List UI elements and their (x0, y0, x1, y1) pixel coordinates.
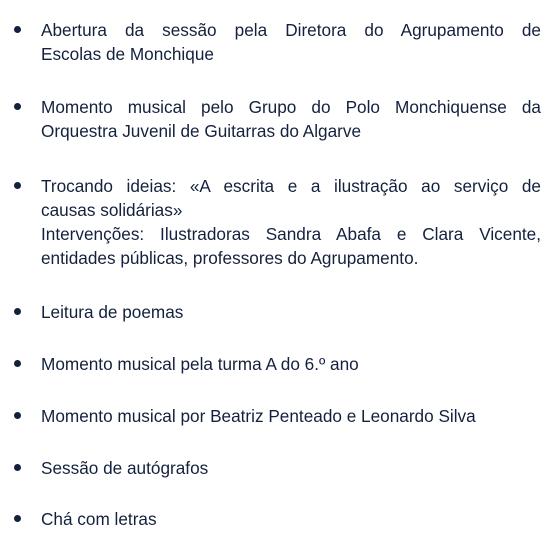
bullet-icon (14, 360, 21, 367)
list-item-text (41, 174, 541, 270)
bullet-icon (14, 308, 21, 315)
bullet-icon (14, 515, 21, 522)
list-item-line: Sessão de autógrafos (41, 458, 209, 478)
list-item-text (41, 456, 541, 480)
list-item-line: Chá com letras (41, 509, 157, 529)
list-item-line: causas solidárias» (41, 200, 183, 220)
list-item-text (41, 404, 541, 428)
bullet-icon (14, 464, 21, 471)
bullet-icon (14, 26, 21, 33)
list-item-line: entidades públicas, professores do Agrupamento. (41, 248, 419, 268)
list-item-text (41, 300, 541, 324)
bullet-icon (14, 103, 21, 110)
list-item-line: Trocando ideias: «A escrita e a ilustração ao serviço de (41, 176, 541, 196)
list-item-line: Leitura de poemas (41, 302, 184, 322)
list-item-line: Orquestra Juvenil de Guitarras do Algarve (41, 121, 362, 141)
list-item-line: Abertura da sessão pela Diretora do Agrupamento de (41, 20, 541, 40)
list-item-line: Momento musical por Beatriz Penteado e Leonardo Silva (41, 406, 476, 426)
list-item-text (41, 507, 541, 531)
list-item-text (41, 18, 541, 66)
list-item-text (41, 95, 541, 143)
bullet-icon (14, 412, 21, 419)
list-item-line: Momento musical pela turma A do 6.º ano (41, 354, 359, 374)
list-item-line: Intervenções: Ilustradoras Sandra Abafa e Clara Vicente, (41, 224, 541, 244)
list-item-line: Momento musical pelo Grupo do Polo Monchiquense da (41, 97, 541, 117)
list-item-text (41, 352, 541, 376)
list-item-line: Escolas de Monchique (41, 44, 214, 64)
bullet-icon (14, 182, 21, 189)
